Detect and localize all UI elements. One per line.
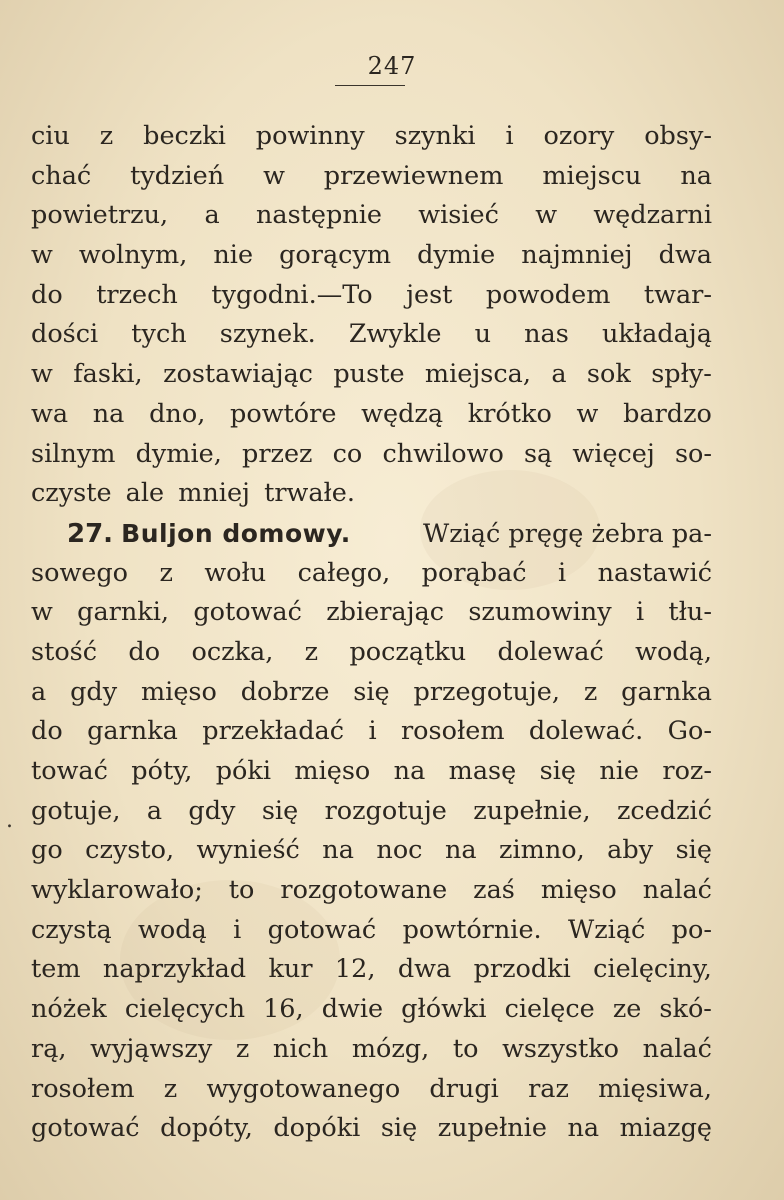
text-line: tem naprzykład kur 12, dwa przodki cielęciny, <box>31 954 712 985</box>
page-number: 247 <box>367 52 417 80</box>
body-text <box>31 117 712 1149</box>
text-line: gotować dopóty, dopóki się zupełnie na miazgę <box>31 1113 712 1144</box>
text-line: chać tydzień w przewiewnem miejscu na <box>31 160 712 191</box>
recipe-heading <box>31 514 351 555</box>
text-line: dości tych szynek. Zwykle u nas układają <box>31 319 712 350</box>
text-line: w wolnym, nie gorącym dymie najmniej dwa <box>31 240 712 271</box>
text-line: w faski, zostawiając puste miejsca, a sok spły- <box>31 359 712 390</box>
recipe-first-line-text: Wziąć pręgę żebra pa- <box>422 518 712 549</box>
text-line: nóżek cielęcych 16, dwie główki cielęce ze skó- <box>31 994 712 1025</box>
text-line: sowego z wołu całego, porąbać i nastawić <box>31 557 712 588</box>
text-line: tować póty, póki mięso na masę się nie roz- <box>31 756 712 786</box>
text-line: czystą wodą i gotować powtórnie. Wziąć po- <box>31 914 712 945</box>
recipe-title: Buljon domowy. <box>121 518 351 548</box>
text-line: ciu z beczki powinny szynki i ozory obsy- <box>31 121 712 151</box>
text-line: rosołem z wygotowanego drugi raz mięsiwa, <box>31 1073 712 1104</box>
text-line: czyste ale mniej trwałe. <box>31 478 355 509</box>
text-line: gotuje, a gdy się rozgotuje zupełnie, zcedzić <box>31 795 712 826</box>
text-line: silnym dymie, przez co chwilowo są więcej so- <box>31 438 712 469</box>
text-line: go czysto, wynieść na noc na zimno, aby się <box>31 835 712 866</box>
text-line: w garnki, gotować zbierając szumowiny i tłu- <box>31 597 712 628</box>
recipe-heading-line <box>31 514 712 554</box>
text-line: do garnka przekładać i rosołem dolewać. Go- <box>31 716 712 747</box>
text-line: a gdy mięso dobrze się przegotuje, z garnka <box>31 676 712 707</box>
text-line: do trzech tygodni.—To jest powodem twar- <box>31 279 712 310</box>
text-line: powietrzu, a następnie wisieć w wędzarni <box>31 200 712 231</box>
margin-mark: . <box>6 808 13 833</box>
recipe-number: 27. <box>67 518 114 549</box>
page-number-rule <box>335 85 405 86</box>
text-line: wyklarowało; to rozgotowane zaś mięso nalać <box>31 875 712 906</box>
text-line: rą, wyjąwszy z nich mózg, to wszystko nalać <box>31 1033 712 1064</box>
text-line: wa na dno, powtóre wędzą krótko w bardzo <box>31 398 712 429</box>
text-line: stość do oczka, z początku dolewać wodą, <box>31 636 712 667</box>
